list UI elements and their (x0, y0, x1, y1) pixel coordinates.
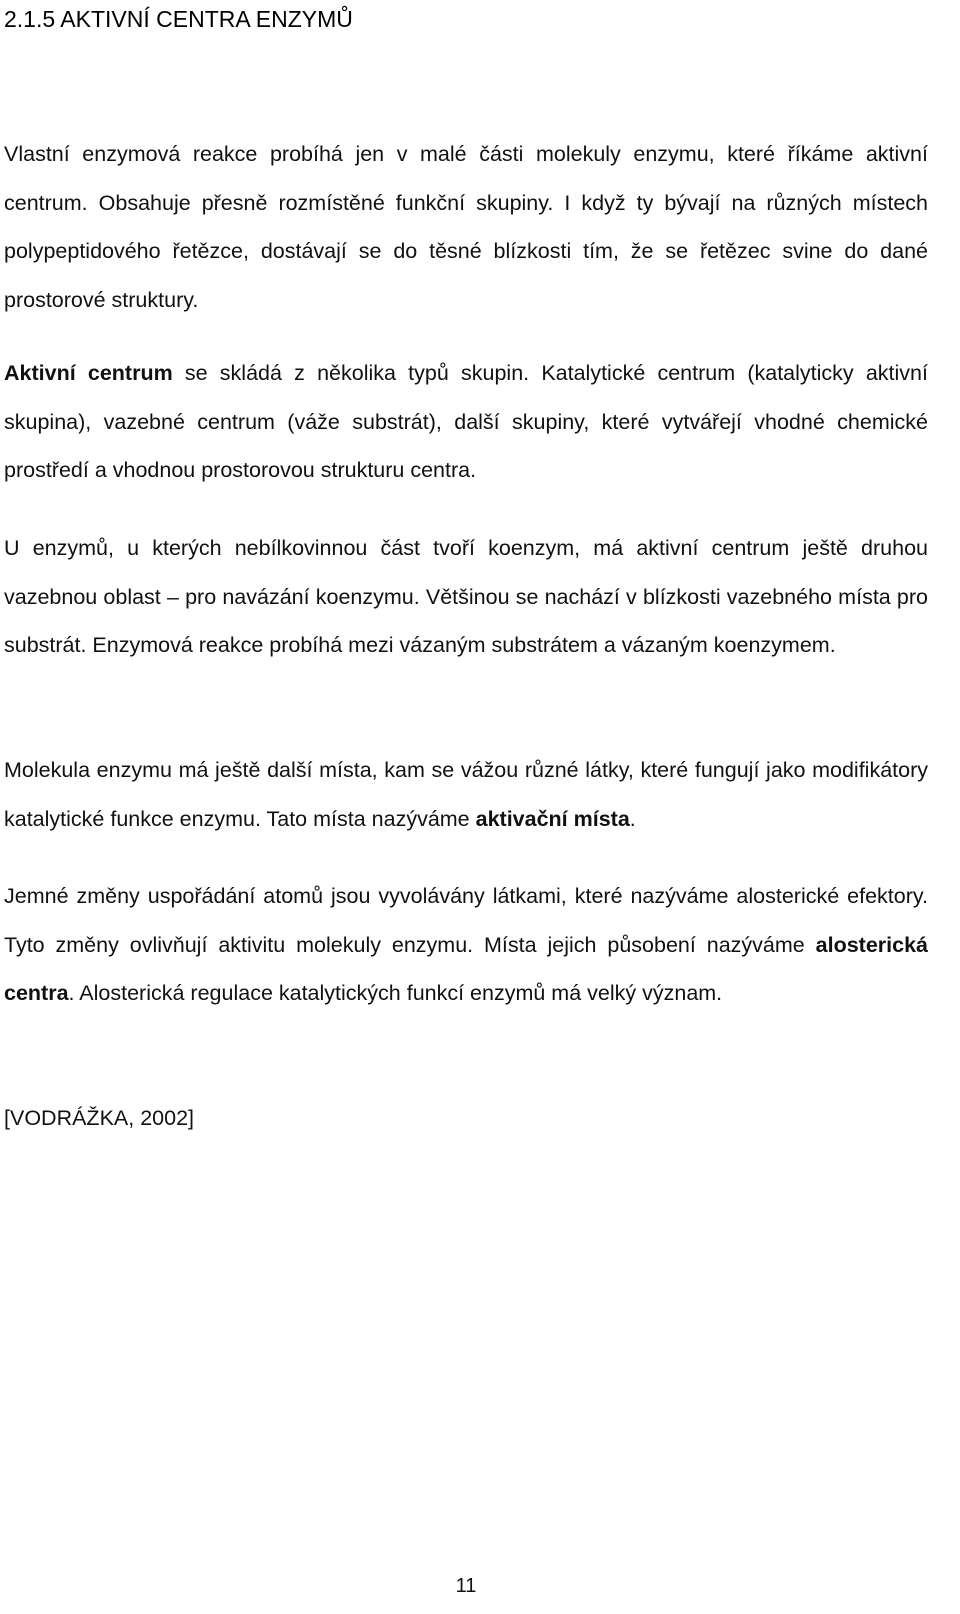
section-heading: 2.1.5 AKTIVNÍ CENTRA ENZYMŮ (4, 6, 353, 32)
citation-reference: [VODRÁŽKA, 2002] (4, 1106, 194, 1130)
paragraph-coenzyme-binding (4, 524, 928, 670)
bold-term-allosteric-centres: alosterická centra (4, 932, 928, 1005)
bold-term-active-centre: Aktivní centrum (4, 361, 173, 385)
paragraph-active-site-intro (4, 130, 928, 324)
paragraph-text: . Alosterická regulace katalytických funkcí enzymů má velký význam. (68, 981, 723, 1005)
paragraph-activation-sites (4, 746, 928, 843)
paragraph-text: . (629, 806, 636, 831)
paragraph-active-site-composition (4, 349, 928, 495)
page-number: 11 (455, 1575, 477, 1597)
paragraph-text: se skládá z několika typů skupin. Katalytické centrum (katalyticky aktivní skupina), vazebné centrum (váže substrát), další skupiny, které vytvářejí vhodné chemické prostředí a vhodnou prostorovou strukturu centra. (4, 361, 928, 482)
paragraph-text: Molekula enzymu má ještě další místa, kam se vážou různé látky, které fungují jako modifikátory katalytické funkce enzymu. Tato místa nazýváme (4, 758, 928, 831)
paragraph-allosteric-centres (4, 872, 928, 1018)
paragraph-text: U enzymů, u kterých nebílkovinnou část tvoří koenzym, má aktivní centrum ještě druhou vazebnou oblast – pro navázání koenzymu. Většinou se nachází v blízkosti vazebného místa pro substrát. Enzymová reakce probíhá mezi vázaným substrátem a vázaným koenzymem. (4, 536, 928, 657)
bold-term-activation-sites: aktivační místa (475, 806, 630, 831)
paragraph-text: Jemné změny uspořádání atomů jsou vyvolávány látkami, které nazýváme alosterické efektory. Tyto změny ovlivňují aktivitu molekuly enzymu. Místa jejich působení nazýváme (4, 884, 928, 957)
paragraph-text: Vlastní enzymová reakce probíhá jen v malé části molekuly enzymu, které říkáme aktivní centrum. Obsahuje přesně rozmístěné funkční skupiny. I když ty bývají na různých místech polypeptidového řetězce, dostávají se do těsné blízkosti tím, že se řetězec svine do dané prostorové struktury. (4, 142, 928, 312)
